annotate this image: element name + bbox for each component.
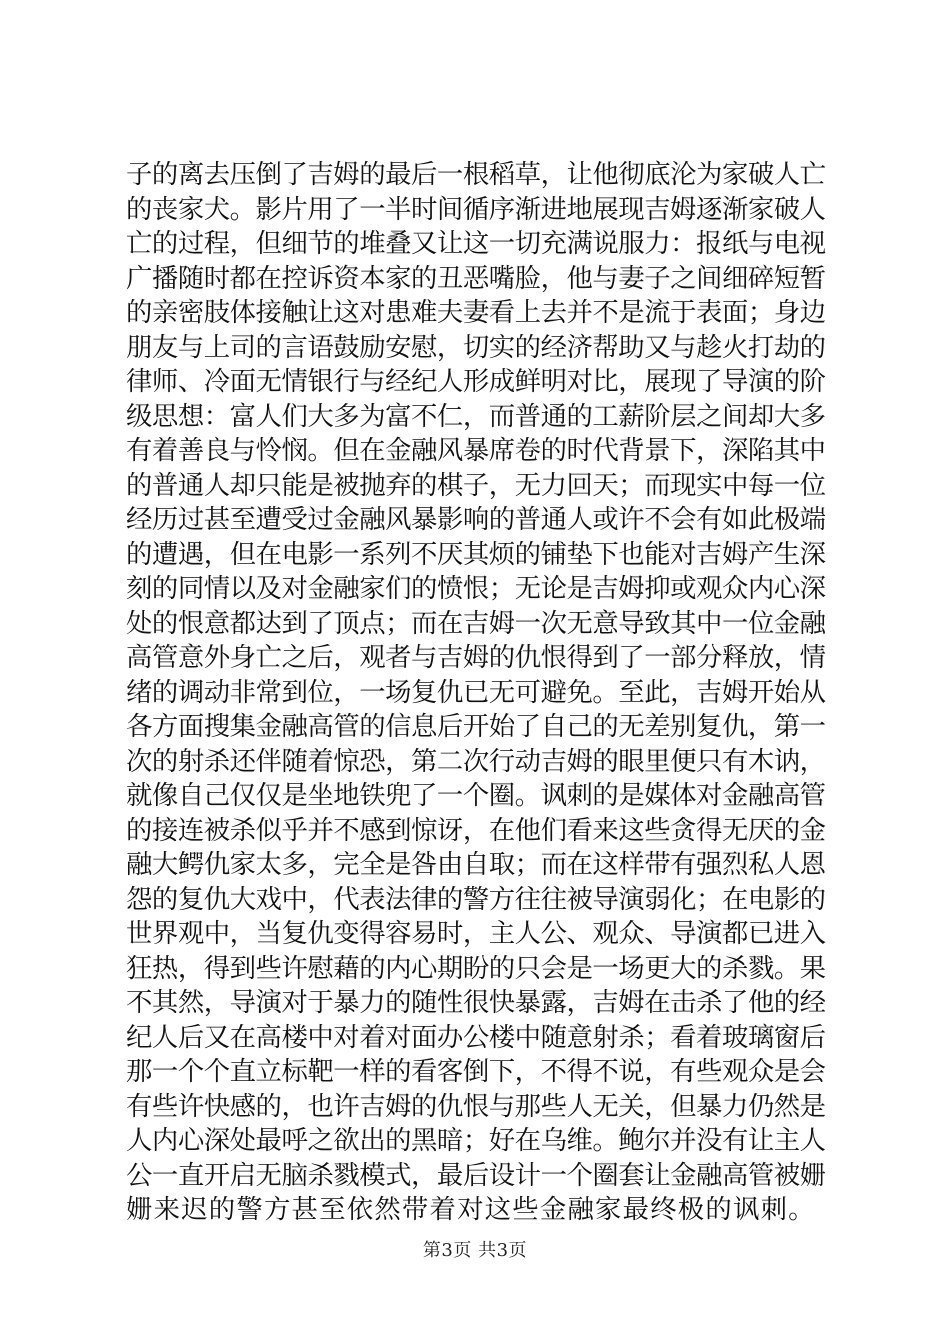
text-line: 律师、冷面无情银行与经纪人形成鲜明对比，展现了导演的阶 [126, 366, 826, 397]
text-line: 各方面搜集金融高管的信息后开始了自己的无差别复仇，第一 [126, 711, 826, 742]
text-line: 的亲密肢体接触让这对患难夫妻看上去并不是流于表面；身边 [126, 297, 826, 328]
text-line: 次的射杀还伴随着惊恐，第二次行动吉姆的眼里便只有木讷， [126, 745, 826, 777]
text-line: 经历过甚至遭受过金融风暴影响的普通人或许不会有如此极端 [126, 504, 826, 535]
text-line: 融大鳄仇家太多，完全是咎由自取；而在这样带有强烈私人恩 [126, 849, 826, 880]
text-line: 有些许快感的，也许吉姆的仇恨与那些人无关，但暴力仍然是 [126, 1090, 826, 1122]
text-line: 绪的调动非常到位，一场复仇已无可避免。至此，吉姆开始从 [126, 676, 826, 708]
body-paragraph [126, 158, 826, 1228]
text-line: 纪人后又在高楼中对着对面办公楼中随意射杀；看着玻璃窗后 [126, 1021, 826, 1053]
text-line: 的普通人却只能是被抛弃的棋子，无力回天；而现实中每一位 [126, 469, 826, 501]
text-line: 就像自己仅仅是坐地铁兜了一个圈。讽刺的是媒体对金融高管 [126, 780, 826, 811]
text-line: 的遭遇，但在电影一系列不厌其烦的铺垫下也能对吉姆产生深 [126, 538, 826, 570]
text-line: 朋友与上司的言语鼓励安慰，切实的经济帮助又与趁火打劫的 [126, 331, 826, 363]
page-footer: 第3页 共3页 [422, 1240, 528, 1261]
text-line: 亡的过程，但细节的堆叠又让这一切充满说服力：报纸与电视 [126, 228, 826, 259]
text-line: 不其然，导演对于暴力的随性很快暴露，吉姆在击杀了他的经 [126, 987, 826, 1018]
text-line: 的丧家犬。影片用了一半时间循序渐进地展现吉姆逐渐家破人 [126, 193, 826, 225]
text-line: 的接连被杀似乎并不感到惊讶，在他们看来这些贪得无厌的金 [126, 814, 826, 846]
text-line: 刻的同情以及对金融家们的愤恨；无论是吉姆抑或观众内心深 [126, 573, 826, 604]
text-line: 人内心深处最呼之欲出的黑暗；好在乌维。鲍尔并没有让主人 [126, 1125, 826, 1156]
text-line: 公一直开启无脑杀戮模式，最后设计一个圈套让金融高管被姗 [126, 1159, 826, 1191]
text-line: 那一个个直立标靶一样的看客倒下，不得不说，有些观众是会 [126, 1056, 826, 1087]
text-line: 级思想：富人们大多为富不仁，而普通的工薪阶层之间却大多 [126, 400, 826, 432]
text-line: 处的恨意都达到了顶点；而在吉姆一次无意导致其中一位金融 [126, 607, 826, 639]
text-line: 狂热，得到些许慰藉的内心期盼的只会是一场更大的杀戮。果 [126, 952, 826, 984]
text-line: 怨的复仇大戏中，代表法律的警方往往被导演弱化；在电影的 [126, 883, 826, 915]
text-line: 世界观中，当复仇变得容易时，主人公、观众、导演都已进入 [126, 918, 826, 949]
text-line: 子的离去压倒了吉姆的最后一根稻草，让他彻底沦为家破人亡 [126, 159, 826, 190]
text-line: 有着善良与怜悯。但在金融风暴席卷的时代背景下，深陷其中 [126, 435, 826, 466]
text-line: 高管意外身亡之后，观者与吉姆的仇恨得到了一部分释放，情 [126, 642, 826, 673]
text-line: 姗来迟的警方甚至依然带着对这些金融家最终极的讽刺。 [126, 1194, 816, 1225]
text-line: 广播随时都在控诉资本家的丑恶嘴脸，他与妻子之间细碎短暂 [126, 262, 826, 294]
